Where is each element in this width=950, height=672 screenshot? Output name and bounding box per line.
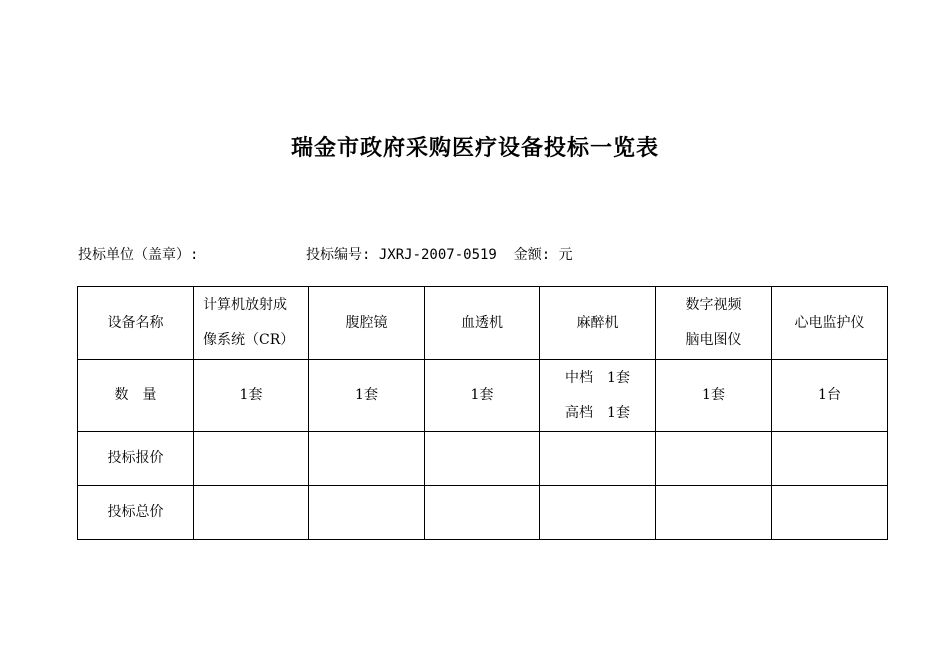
bid-total-row xyxy=(78,486,888,540)
quantity-line: 中档 1套 xyxy=(565,369,630,386)
bid-total-cell[interactable] xyxy=(309,486,425,540)
equipment-name-header: 设备名称 xyxy=(78,287,194,360)
bid-price-cell[interactable] xyxy=(309,432,425,486)
amount-label: 金额: 元 xyxy=(513,247,573,263)
quantity-cell xyxy=(540,360,656,432)
bid-number-label: 投标编号: JXRJ-2007-0519 xyxy=(306,247,497,263)
quantity-cell: 1套 xyxy=(425,360,540,432)
bid-total-cell[interactable] xyxy=(540,486,656,540)
equipment-line: 计算机放射成 xyxy=(203,297,287,313)
quantity-row xyxy=(78,360,888,432)
bid-price-label: 投标报价 xyxy=(78,432,194,486)
quantity-cell: 1套 xyxy=(309,360,425,432)
equipment-cell xyxy=(656,287,772,360)
quantity-cell: 1套 xyxy=(194,360,309,432)
header-row xyxy=(78,287,888,360)
bid-price-cell[interactable] xyxy=(425,432,540,486)
equipment-line: 数字视频 xyxy=(685,297,742,313)
bid-price-cell[interactable] xyxy=(772,432,888,486)
equipment-cell: 血透机 xyxy=(425,287,540,360)
bid-meta xyxy=(306,244,573,264)
equipment-line: 像系统（CR） xyxy=(203,332,295,348)
bid-price-row xyxy=(78,432,888,486)
page-title: 瑞金市政府采购医疗设备投标一览表 xyxy=(290,136,659,161)
bid-price-cell[interactable] xyxy=(194,432,309,486)
equipment-cell: 麻醉机 xyxy=(540,287,656,360)
bid-total-cell[interactable] xyxy=(772,486,888,540)
equipment-cell xyxy=(194,287,309,360)
bid-price-cell[interactable] xyxy=(656,432,772,486)
bid-price-cell[interactable] xyxy=(540,432,656,486)
equipment-cell: 心电监护仪 xyxy=(772,287,888,360)
equipment-cell: 腹腔镜 xyxy=(309,287,425,360)
bid-total-cell[interactable] xyxy=(194,486,309,540)
quantity-label: 数 量 xyxy=(78,360,194,432)
bid-total-cell[interactable] xyxy=(656,486,772,540)
equipment-bid-table xyxy=(77,286,888,540)
quantity-cell: 1套 xyxy=(656,360,772,432)
equipment-line: 脑电图仪 xyxy=(685,332,742,348)
bid-total-cell[interactable] xyxy=(425,486,540,540)
bid-total-label: 投标总价 xyxy=(78,486,194,540)
bidding-unit-label: 投标单位（盖章）: xyxy=(78,247,199,263)
quantity-line: 高档 1套 xyxy=(565,404,630,421)
quantity-cell: 1台 xyxy=(772,360,888,432)
